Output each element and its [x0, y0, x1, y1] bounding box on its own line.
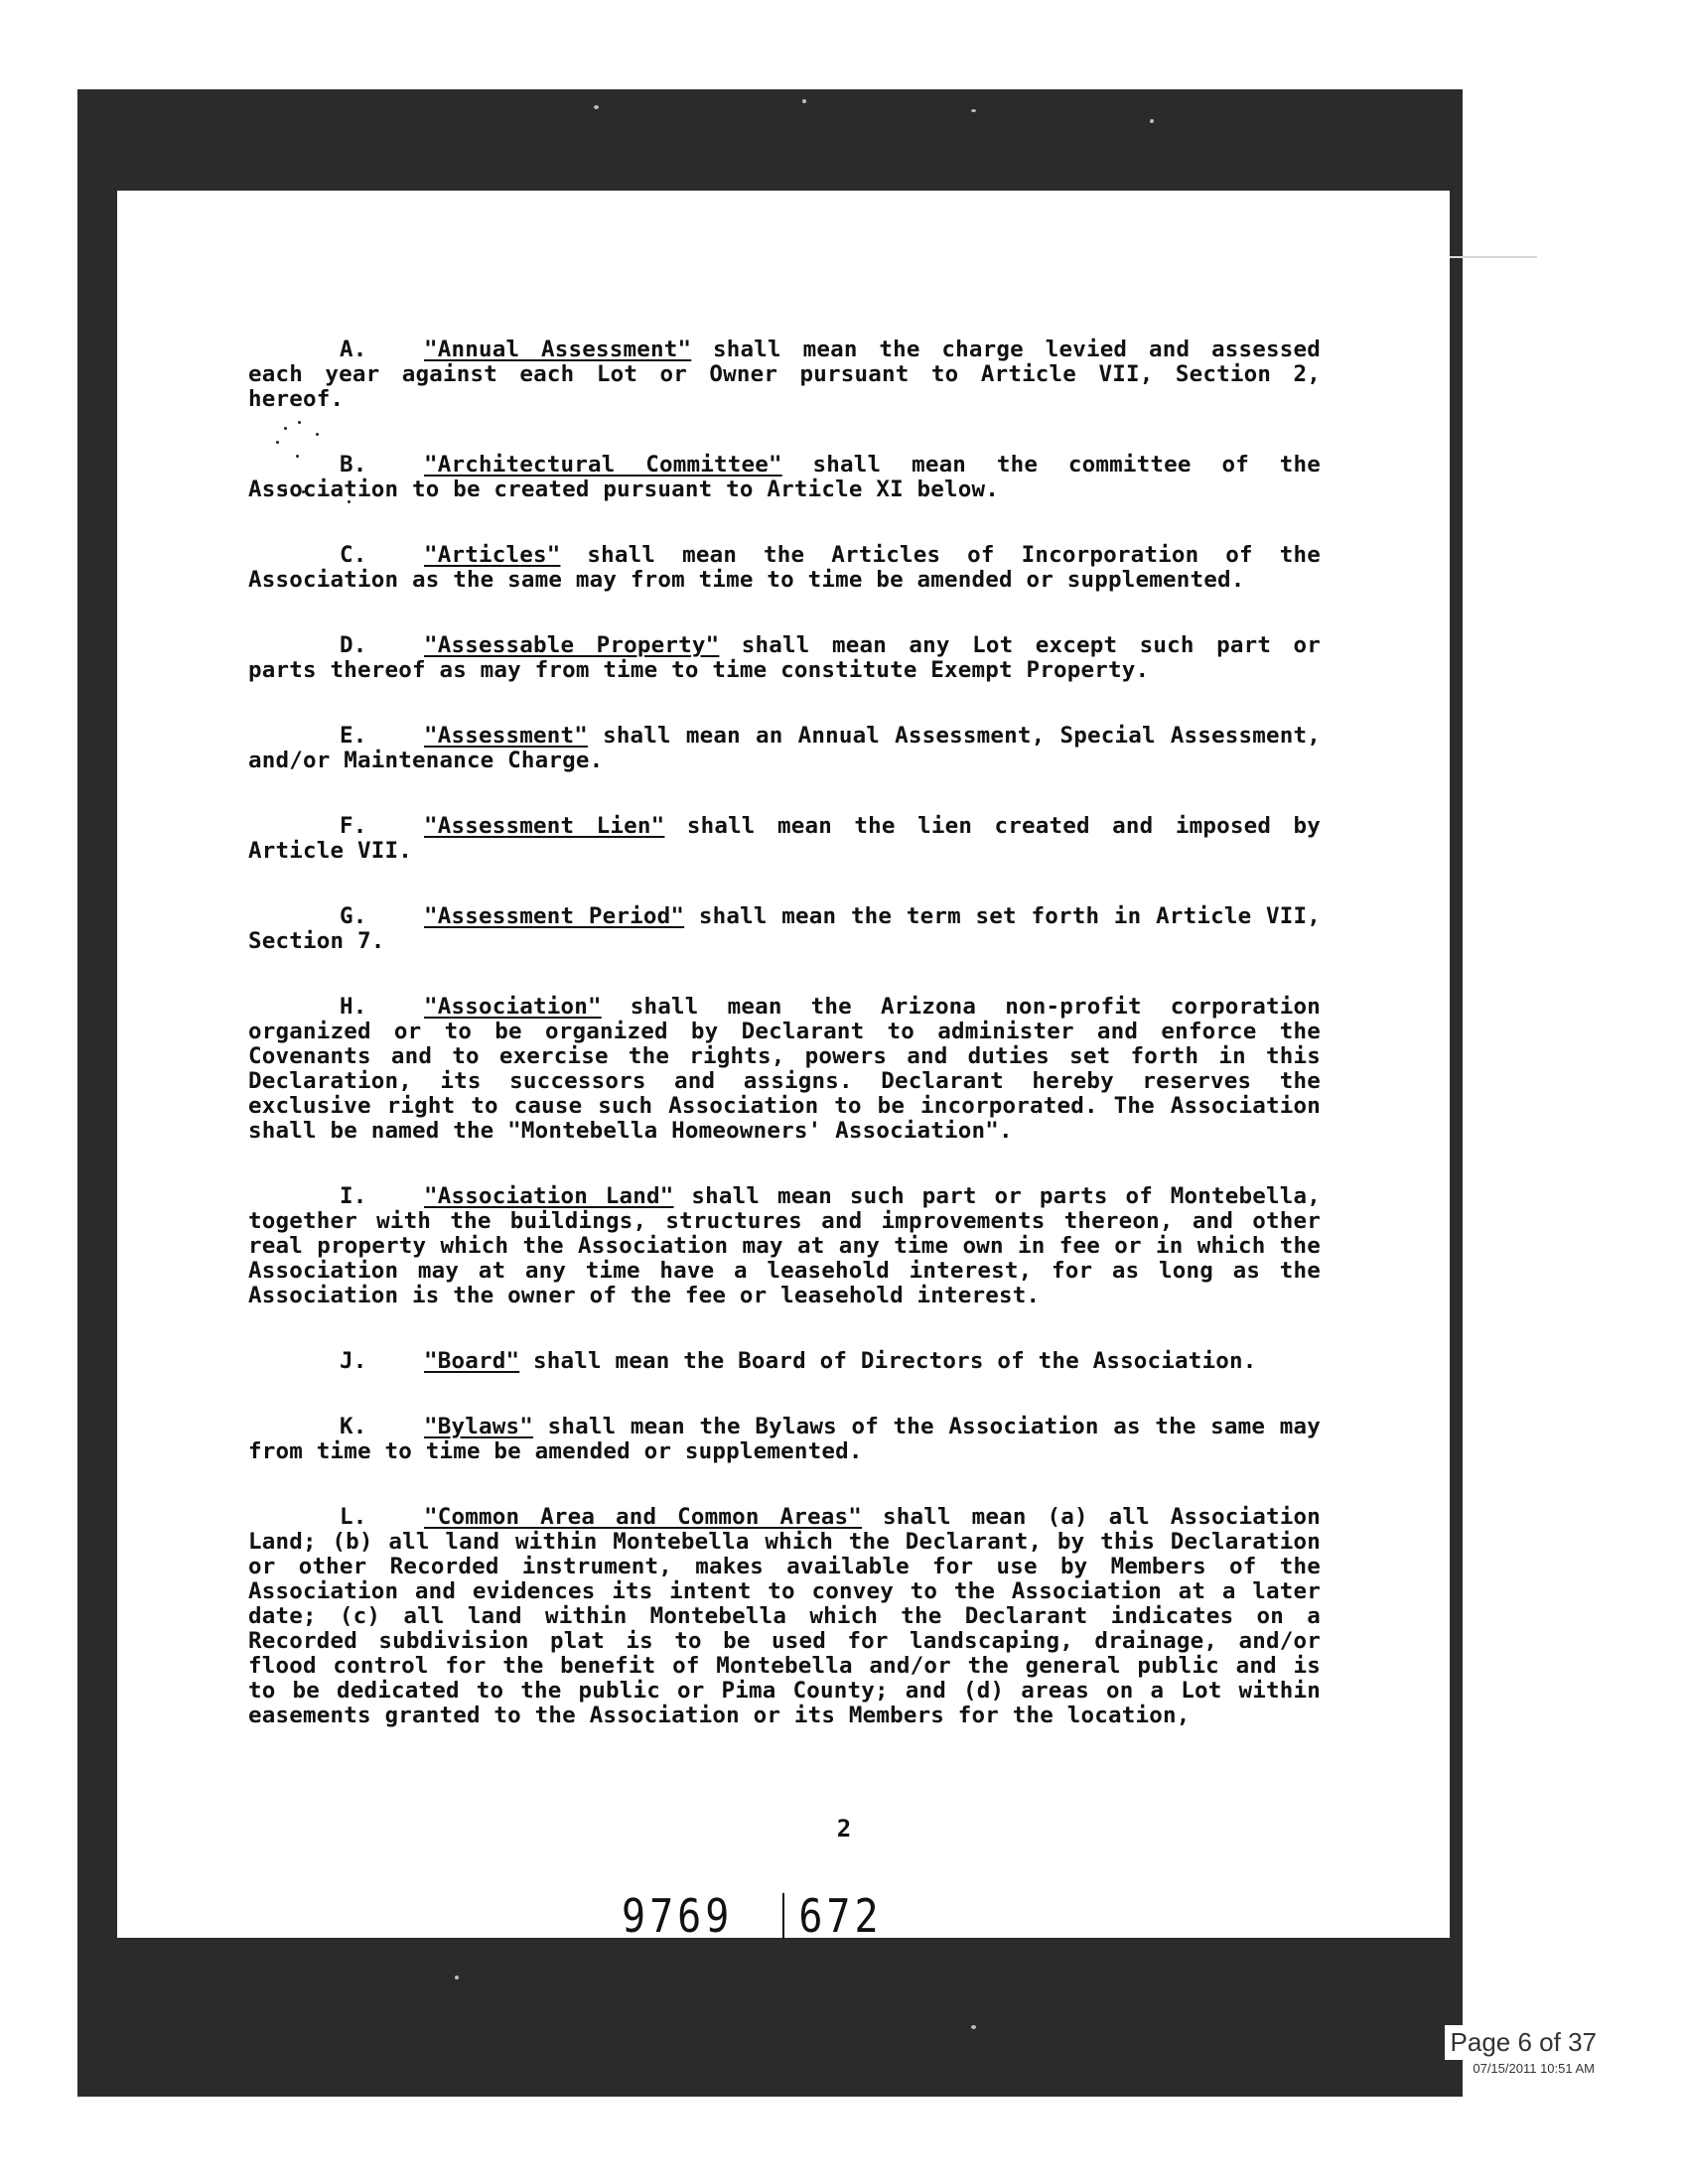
definition-text: shall mean the Arizona non-profit corporation organized or to be organized by Declarant to administer and enforce the Covenants and to exercise the rights, powers and duties set forth in this Declaration, its successors and assigns. Declarant hereby reserves the exclusive right to cause such Association to be incorporated. The Association shall be named the "Montebella Homeowners' Association".: [248, 994, 1321, 1144]
definition-term: "Articles": [424, 542, 561, 568]
definition-h: [248, 995, 1321, 1144]
definition-f: [248, 814, 1321, 864]
definition-text: shall mean the Board of Directors of the Association.: [519, 1348, 1257, 1374]
definition-term: "Architectural Committee": [424, 452, 782, 478]
definition-letter: L.: [340, 1504, 367, 1530]
definition-c: [248, 543, 1321, 593]
definition-letter: B.: [340, 452, 367, 478]
definition-term: "Assessment Period": [424, 903, 685, 929]
definitions-list: [248, 338, 1321, 1769]
definition-letter: J.: [340, 1348, 367, 1374]
definition-d: [248, 633, 1321, 683]
definition-letter: F.: [340, 813, 367, 839]
definition-term: "Common Area and Common Areas": [424, 1504, 863, 1530]
stamp-page-number: 672: [798, 1890, 883, 1944]
definition-text: shall mean such part or parts of Montebella, together with the buildings, structures and improvements thereon, and other real property which the Association may at any time own in fee or in which the Association may at any time have a leasehold interest, for as long as the Association is the owner of the fee or leasehold interest.: [248, 1183, 1321, 1308]
definition-text: shall mean any Lot except such part or parts thereof as may from time to time constitute Exempt Property.: [248, 632, 1322, 683]
definition-letter: G.: [340, 903, 367, 929]
scan-speck: [971, 2025, 976, 2029]
definition-term: "Association": [424, 994, 602, 1020]
definition-term: "Assessment Lien": [424, 813, 665, 839]
docket-number: 9769: [622, 1890, 734, 1944]
definition-e: [248, 724, 1321, 773]
definition-letter: E.: [340, 723, 367, 749]
definition-letter: I.: [340, 1183, 367, 1209]
definition-text: shall mean the committee of the Association to be created pursuant to Article XI below.: [248, 452, 1321, 502]
scan-speck: [594, 105, 599, 109]
stamp-divider: [782, 1893, 784, 1939]
definition-text: shall mean an Annual Assessment, Special Assessment, and/or Maintenance Charge.: [248, 723, 1321, 773]
definition-text: shall mean (a) all Association Land; (b) all land within Montebella which the Declarant, by this Declaration or other Recorded instrument, makes available for use by Members of the Association and evidences its intent to convey to the Association at a later date; (c) all land within Montebella which the Declarant indicates on a Recorded subdivision plat is to be used for landscaping, drainage, and/or flood control for the benefit of Montebella and/or the general public and is to be dedicated to the public or Pima County; and (d) areas on a Lot within easements granted to the Association or its Members for the location,: [248, 1504, 1321, 1728]
definition-text: shall mean the term set forth in Article VII, Section 7.: [248, 903, 1321, 954]
scan-speck: [971, 109, 976, 112]
definition-text: shall mean the lien created and imposed by Article VII.: [248, 813, 1322, 864]
definition-j: [248, 1349, 1321, 1374]
definition-i: [248, 1184, 1321, 1308]
definition-term: "Assessable Property": [424, 632, 720, 658]
definition-b: [248, 453, 1321, 502]
definition-text: shall mean the Bylaws of the Association as the same may from time to time be amended or supplemented.: [248, 1414, 1321, 1464]
definition-letter: H.: [340, 994, 367, 1020]
scan-speck: [455, 1976, 459, 1979]
page-number: 2: [836, 1815, 852, 1843]
scan-speck: [1150, 119, 1154, 123]
definition-term: "Association Land": [424, 1183, 674, 1209]
definition-letter: K.: [340, 1414, 367, 1439]
definition-text: shall mean the Articles of Incorporation of the Association as the same may from time to time be amended or supplemented.: [248, 542, 1321, 593]
scan-speck: [802, 99, 806, 103]
definition-letter: C.: [340, 542, 367, 568]
definition-letter: A.: [340, 337, 367, 362]
definition-term: "Board": [424, 1348, 520, 1374]
definition-term: "Bylaws": [424, 1414, 533, 1439]
definition-g: [248, 904, 1321, 954]
print-timestamp: 07/15/2011 10:51 AM: [1473, 2061, 1595, 2076]
recording-stamp: [622, 1891, 883, 1944]
definition-text: shall mean the charge levied and assessed each year against each Lot or Owner pursuant to Article VII, Section 2, hereof.: [248, 337, 1321, 412]
page-counter: Page 6 of 37: [1445, 2025, 1603, 2060]
definition-term: "Annual Assessment": [424, 337, 692, 362]
definition-letter: D.: [340, 632, 367, 658]
definition-l: [248, 1505, 1321, 1728]
definition-a: [248, 338, 1321, 412]
definition-term: "Assessment": [424, 723, 588, 749]
definition-k: [248, 1415, 1321, 1464]
